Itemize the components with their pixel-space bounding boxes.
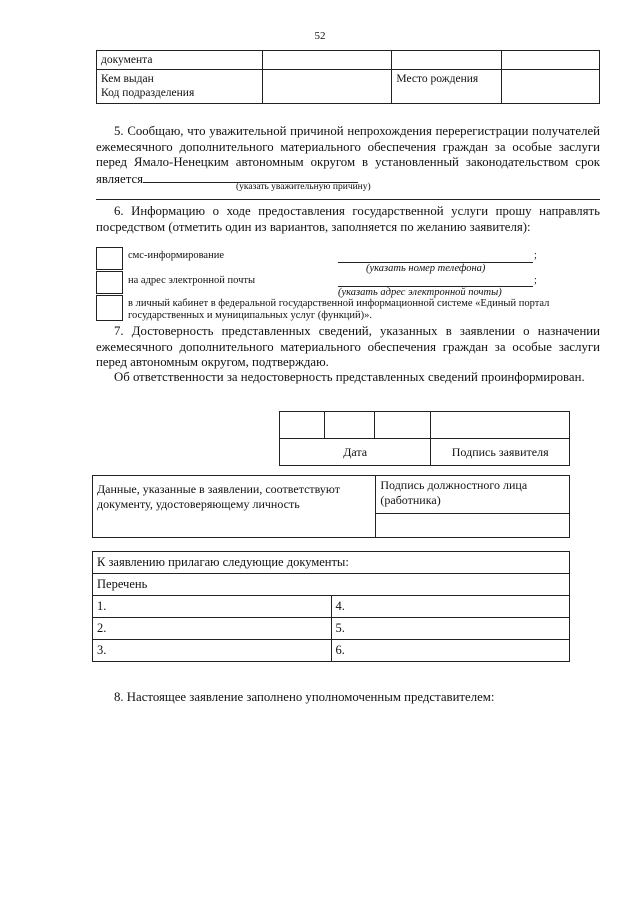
sms-checkbox[interactable] bbox=[96, 247, 123, 270]
section-5-hint: (указать уважительную причину) bbox=[236, 182, 371, 192]
document-label: документа bbox=[101, 54, 153, 66]
department-code-label: Код подразделения bbox=[101, 87, 195, 99]
section-7-text-1: 7. Достоверность представленных сведений, указанных в заявлении о назначении ежемесячного дополнительного материального обеспечения граждан за особые заслуги перед автономным округом, подтверждаю. bbox=[96, 324, 600, 369]
section-8-text: 8. Настоящее заявление заполнено уполномоченным представителем: bbox=[114, 690, 495, 704]
email-hint: (указать адрес электронной почты) bbox=[338, 287, 502, 298]
document-value-cell[interactable] bbox=[262, 51, 392, 70]
verification-text: Данные, указанные в заявлении, соответствуют документу, удостоверяющему личность bbox=[97, 482, 340, 511]
document-item-number: 6. bbox=[335, 643, 345, 657]
official-signature-cell[interactable] bbox=[376, 514, 570, 538]
section-7-text-2: Об ответственности за недостоверность представленных сведений проинформирован. bbox=[114, 370, 585, 384]
document-item-number: 4. bbox=[335, 599, 345, 613]
empty-cell bbox=[392, 51, 502, 70]
birthplace-value-cell[interactable] bbox=[502, 70, 600, 104]
gosuslugi-option-label: в личный кабинет в федеральной государственной информационной системе «Единый портал государственных и муниципальных услуг (функций)». bbox=[128, 298, 550, 321]
signature-label-cell bbox=[431, 439, 570, 466]
reason-fill-line-2[interactable] bbox=[96, 199, 600, 200]
document-item-cell[interactable] bbox=[93, 596, 332, 618]
email-option-label: на адрес электронной почты bbox=[128, 275, 256, 286]
verification-text-cell bbox=[93, 476, 376, 538]
section-8 bbox=[96, 690, 600, 706]
section-7-confirm bbox=[96, 324, 600, 371]
birthplace-label: Место рождения bbox=[396, 73, 479, 85]
document-item-cell[interactable] bbox=[331, 596, 570, 618]
official-signature-label: Подпись должностного лица (работника) bbox=[380, 478, 528, 507]
reason-fill-line[interactable] bbox=[143, 171, 358, 183]
issued-by-value-cell[interactable] bbox=[262, 70, 392, 104]
document-item-number: 3. bbox=[97, 643, 107, 657]
document-item-cell[interactable] bbox=[331, 618, 570, 640]
sms-option-label: смс-информирование bbox=[128, 250, 224, 261]
documents-table bbox=[92, 551, 570, 662]
page-number: 52 bbox=[314, 30, 326, 42]
email-checkbox[interactable] bbox=[96, 271, 123, 294]
document-label-cell bbox=[97, 51, 263, 70]
phone-hint: (указать номер телефона) bbox=[366, 263, 486, 274]
section-5-text: 5. Сообщаю, что уважительной причиной непрохождения перерегистрации получателей ежемесячного дополнительного материального обеспечения граждан за особые заслуги перед Ямало-Ненецким автономным округом в установленный законодательством срок является bbox=[96, 124, 600, 186]
identity-table bbox=[96, 50, 600, 104]
document-item-number: 5. bbox=[335, 621, 345, 635]
date-cell-1[interactable] bbox=[280, 412, 325, 439]
document-item-cell[interactable] bbox=[93, 640, 332, 662]
section-5 bbox=[96, 124, 600, 187]
section-7-responsibility bbox=[96, 370, 600, 386]
documents-list-label: Перечень bbox=[97, 577, 148, 591]
documents-title: К заявлению прилагаю следующие документы: bbox=[97, 555, 349, 569]
document-item-number: 2. bbox=[97, 621, 107, 635]
section-6 bbox=[96, 204, 600, 235]
applicant-signature-label: Подпись заявителя bbox=[451, 444, 549, 459]
date-label-cell bbox=[280, 439, 431, 466]
section-6-text: 6. Информацию о ходе предоставления государственной услуги прошу направлять посредством (отметить один из вариантов, заполняется по желанию заявителя): bbox=[96, 204, 600, 234]
issued-by-label: Кем выдан bbox=[101, 73, 154, 85]
issued-by-label-cell bbox=[97, 70, 263, 104]
signature-cell[interactable] bbox=[431, 412, 570, 439]
documents-list-label-cell bbox=[93, 574, 570, 596]
empty-cell bbox=[502, 51, 600, 70]
gosuslugi-checkbox[interactable] bbox=[96, 295, 123, 321]
official-signature-label-cell bbox=[376, 476, 570, 514]
document-item-number: 1. bbox=[97, 599, 107, 613]
document-item-cell[interactable] bbox=[93, 618, 332, 640]
documents-title-cell bbox=[93, 552, 570, 574]
official-table bbox=[92, 475, 570, 538]
date-label: Дата bbox=[343, 444, 368, 459]
document-item-cell[interactable] bbox=[331, 640, 570, 662]
date-cell-2[interactable] bbox=[324, 412, 374, 439]
date-cell-3[interactable] bbox=[374, 412, 431, 439]
signature-table bbox=[279, 411, 570, 466]
birthplace-label-cell bbox=[392, 70, 502, 104]
